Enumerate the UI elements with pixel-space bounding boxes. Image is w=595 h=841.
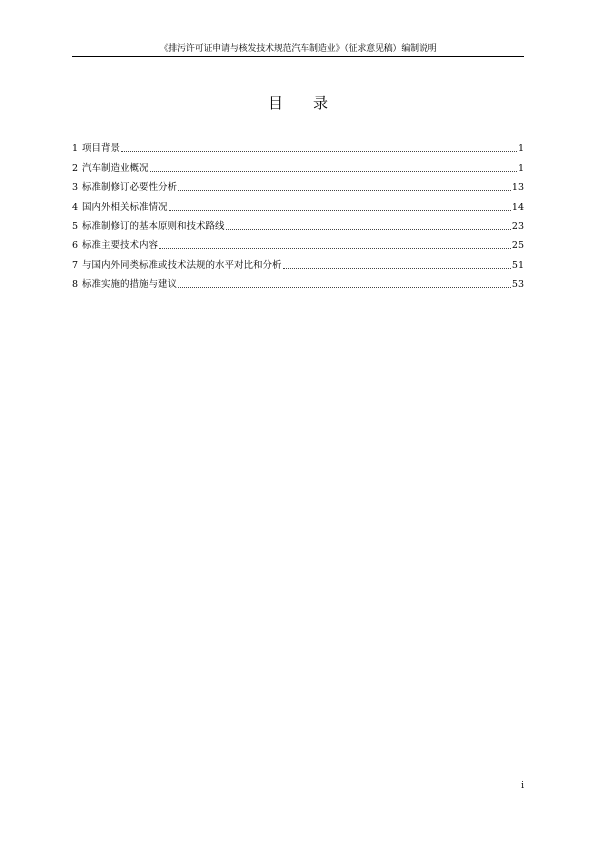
toc-dot-leader bbox=[150, 171, 517, 172]
toc-entry-number: 6 bbox=[72, 240, 79, 252]
page-number: i bbox=[521, 781, 524, 791]
toc-dot-leader bbox=[283, 268, 511, 269]
toc-entry-number: 7 bbox=[72, 259, 79, 271]
toc-entry-page: 53 bbox=[511, 279, 524, 291]
toc-entry-title: 标准制修订必要性分析 bbox=[82, 182, 178, 194]
toc-entry-number: 2 bbox=[72, 162, 79, 174]
toc-title bbox=[72, 93, 524, 113]
toc-title-char-1: 目 bbox=[267, 94, 283, 112]
toc-entry-page: 14 bbox=[511, 201, 524, 213]
toc-entry-title: 项目背景 bbox=[82, 143, 121, 155]
toc-entry-title: 标准制修订的基本原则和技术路线 bbox=[82, 220, 225, 232]
toc-entry-page: 25 bbox=[511, 240, 524, 252]
toc-entry-page: 1 bbox=[517, 143, 524, 155]
toc-entry[interactable] bbox=[72, 136, 524, 155]
toc-entry[interactable] bbox=[72, 214, 524, 233]
toc-dot-leader bbox=[178, 190, 511, 191]
toc-entry-title: 标准主要技术内容 bbox=[82, 240, 159, 252]
toc-title-char-2: 录 bbox=[313, 94, 329, 112]
toc-entry-page: 1 bbox=[517, 162, 524, 174]
toc-entry[interactable] bbox=[72, 155, 524, 174]
page-header: 《排污许可证申请与核发技术规范汽车制造业》（征求意见稿）编制说明 bbox=[159, 44, 437, 54]
toc-entry-page: 13 bbox=[511, 182, 524, 194]
toc-entry[interactable] bbox=[72, 175, 524, 194]
toc-entry[interactable] bbox=[72, 233, 524, 252]
toc-entry[interactable] bbox=[72, 194, 524, 213]
toc-entry[interactable] bbox=[72, 272, 524, 291]
toc-entry-page: 51 bbox=[511, 259, 524, 271]
toc-dot-leader bbox=[169, 210, 511, 211]
toc-entry[interactable] bbox=[72, 252, 524, 271]
toc-entry-number: 1 bbox=[72, 143, 79, 155]
toc-entry-title: 与国内外同类标准或技术法规的水平对比和分析 bbox=[82, 259, 282, 271]
toc-dot-leader bbox=[178, 287, 511, 288]
table-of-contents bbox=[72, 136, 524, 291]
toc-entry-number: 5 bbox=[72, 220, 79, 232]
toc-entry-title: 国内外相关标准情况 bbox=[82, 201, 168, 213]
toc-entry-number: 3 bbox=[72, 182, 79, 194]
toc-entry-number: 4 bbox=[72, 201, 79, 213]
toc-dot-leader bbox=[159, 248, 511, 249]
toc-entry-title: 标准实施的措施与建议 bbox=[82, 279, 178, 291]
toc-dot-leader bbox=[121, 151, 517, 152]
header-rule bbox=[72, 56, 524, 57]
toc-dot-leader bbox=[226, 229, 511, 230]
toc-entry-title: 汽车制造业概况 bbox=[82, 162, 149, 174]
toc-entry-number: 8 bbox=[72, 279, 79, 291]
toc-entry-page: 23 bbox=[511, 220, 524, 232]
